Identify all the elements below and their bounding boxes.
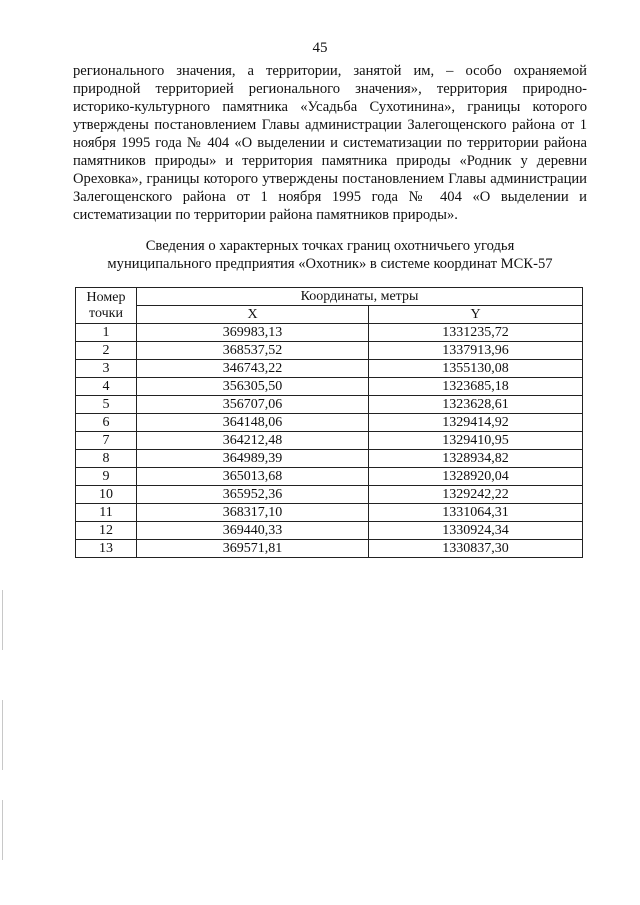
point-number-cell: 2 — [76, 342, 137, 360]
table-caption — [60, 237, 600, 273]
y-coordinate-cell: 1330924,34 — [369, 522, 583, 540]
table-row — [76, 432, 583, 450]
point-number-cell: 4 — [76, 378, 137, 396]
y-coordinate-cell: 1328920,04 — [369, 468, 583, 486]
x-coordinate-cell: 368317,10 — [137, 504, 369, 522]
y-coordinate-cell: 1329410,95 — [369, 432, 583, 450]
y-coordinate-cell: 1330837,30 — [369, 540, 583, 558]
scan-artifact — [2, 700, 3, 770]
y-coordinate-cell: 1329242,22 — [369, 486, 583, 504]
x-coordinate-cell: 364148,06 — [137, 414, 369, 432]
table-row — [76, 324, 583, 342]
point-number-cell: 1 — [76, 324, 137, 342]
x-coordinate-cell: 364212,48 — [137, 432, 369, 450]
point-number-cell: 11 — [76, 504, 137, 522]
x-coordinate-cell: 369571,81 — [137, 540, 369, 558]
point-number-cell: 7 — [76, 432, 137, 450]
header-coordinates: Координаты, метры — [137, 288, 583, 306]
caption-line-1: Сведения о характерных точках границ охотничьего угодья — [145, 238, 515, 254]
table-row — [76, 522, 583, 540]
point-number-cell: 5 — [76, 396, 137, 414]
x-coordinate-cell: 369983,13 — [137, 324, 369, 342]
x-coordinate-cell: 369440,33 — [137, 522, 369, 540]
scan-artifact — [2, 800, 3, 860]
table-row — [76, 450, 583, 468]
y-coordinate-cell: 1337913,96 — [369, 342, 583, 360]
table-row — [76, 468, 583, 486]
table-row — [76, 396, 583, 414]
table-row — [76, 378, 583, 396]
table-row — [76, 504, 583, 522]
table-subheader-row — [76, 306, 583, 324]
table-row — [76, 414, 583, 432]
x-coordinate-cell: 364989,39 — [137, 450, 369, 468]
header-point-number — [76, 288, 137, 324]
y-coordinate-cell: 1328934,82 — [369, 450, 583, 468]
point-number-cell: 8 — [76, 450, 137, 468]
y-coordinate-cell: 1331235,72 — [369, 324, 583, 342]
point-number-cell: 10 — [76, 486, 137, 504]
coordinates-table — [75, 287, 583, 558]
x-coordinate-cell: 356305,50 — [137, 378, 369, 396]
y-coordinate-cell: 1329414,92 — [369, 414, 583, 432]
y-coordinate-cell: 1331064,31 — [369, 504, 583, 522]
header-x: X — [137, 306, 369, 324]
header-point-line-1: Номер — [86, 289, 126, 305]
table-header-row — [76, 288, 583, 306]
x-coordinate-cell: 365013,68 — [137, 468, 369, 486]
y-coordinate-cell: 1323628,61 — [369, 396, 583, 414]
scan-artifact — [2, 590, 3, 650]
header-point-line-2: точки — [89, 305, 123, 321]
x-coordinate-cell: 365952,36 — [137, 486, 369, 504]
table-row — [76, 540, 583, 558]
y-coordinate-cell: 1323685,18 — [369, 378, 583, 396]
point-number-cell: 13 — [76, 540, 137, 558]
table-row — [76, 360, 583, 378]
x-coordinate-cell: 368537,52 — [137, 342, 369, 360]
point-number-cell: 6 — [76, 414, 137, 432]
x-coordinate-cell: 356707,06 — [137, 396, 369, 414]
table-body — [76, 324, 583, 558]
page-number: 45 — [312, 40, 328, 56]
header-y: Y — [369, 306, 583, 324]
point-number-cell: 3 — [76, 360, 137, 378]
body-paragraph: регионального значения, а территории, занятой им, – особо охраняемой природной территорией регионального значения», территория природно-историко-культурного памятника «Усадьба Сухотинина», границы которого утверждены постановлением Главы администрации Залегощенского района от 1 ноября 1995 года № 404 «О выделении и систематизации по территории района памятников природы» и территория памятника природы «Родник у деревни Ореховка», границы которого утверждены постановлением Главы администрации Залегощенского района от 1 ноября 1995 года № 404 «О выделении и систематизации по территории района памятников природы». — [73, 63, 587, 223]
y-coordinate-cell: 1355130,08 — [369, 360, 583, 378]
point-number-cell: 12 — [76, 522, 137, 540]
table-row — [76, 486, 583, 504]
x-coordinate-cell: 346743,22 — [137, 360, 369, 378]
caption-line-2: муниципального предприятия «Охотник» в системе координат МСК-57 — [107, 256, 553, 272]
point-number-cell: 9 — [76, 468, 137, 486]
table-row — [76, 342, 583, 360]
